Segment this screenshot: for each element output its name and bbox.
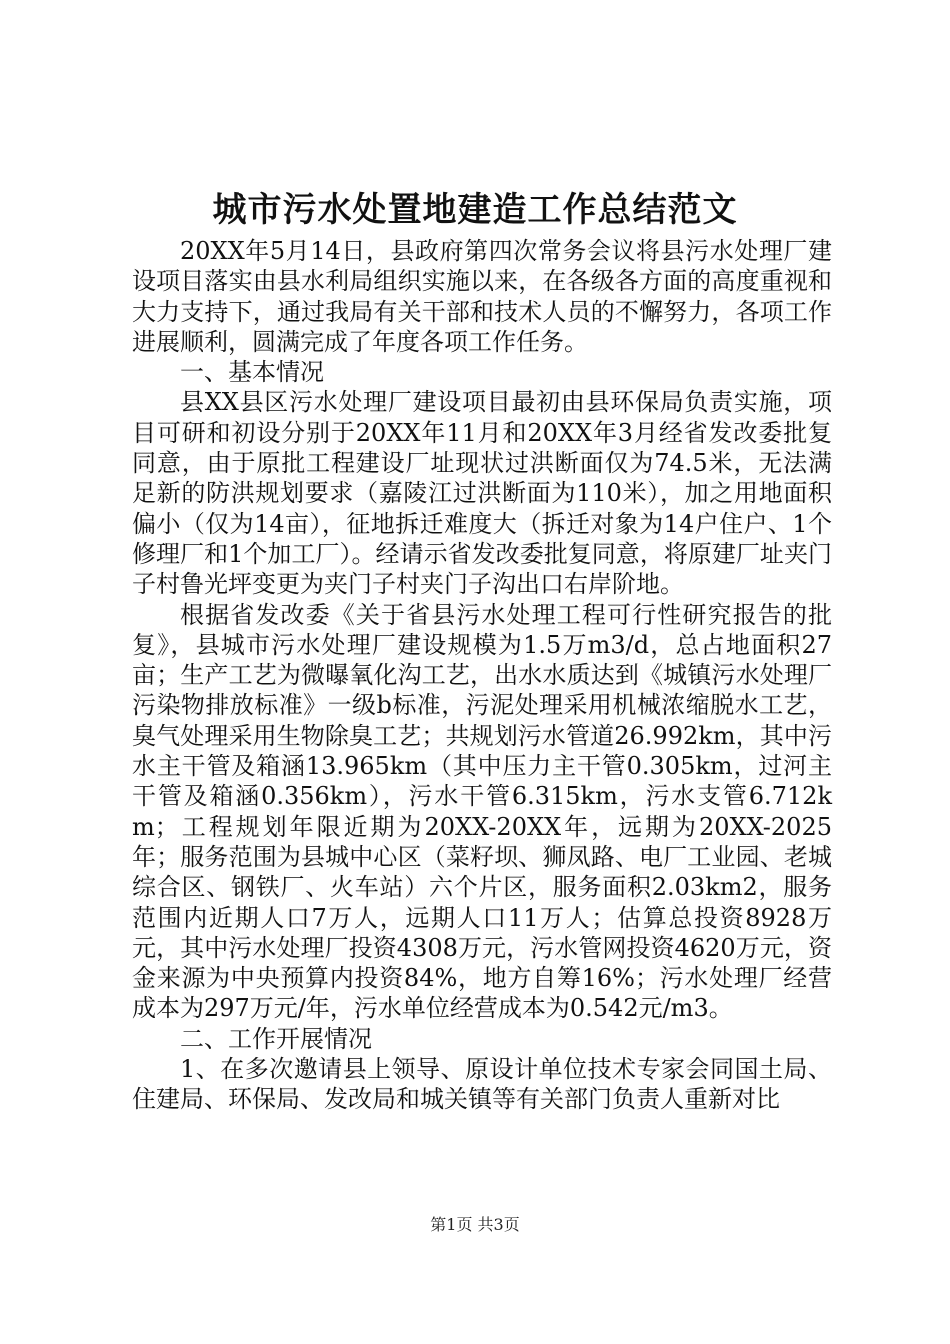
paragraph-approval-details: 根据省发改委《关于省县污水处理工程可行性研究报告的批复》，县城市污水处理厂建设规模为1.5万m3/d，总占地面积27亩；生产工艺为微曝氧化沟工艺，出水水质达到《城镇污水处理厂污染物排放标准》一级b标准，污泥处理采用机械浓缩脱水工艺，臭气处理采用生物除臭工艺；共规划污水管道26.992km，其中污水主干管及箱涵13.965km（其中压力主干管0.305km，过河主干管及箱涵0.356km），污水干管6.315km，污水支管6.712km；工程规划年限近期为20XX-20XX年，远期为20XX-2025年；服务范围为县城中心区（菜籽坝、狮凤路、电厂工业园、老城综合区、钢铁厂、火车站）六个片区，服务面积2.03km2，服务范围内近期人口7万人，远期人口11万人；估算总投资8928万元，其中污水处理厂投资4308万元，污水管网投资4620万元，资金来源为中央预算内投资84%，地方自筹16%；污水处理厂经营成本为297万元/年，污水单位经营成本为0.542元/m3。 [132, 600, 832, 1023]
section-heading-basic-situation: 一、基本情况 [180, 358, 324, 387]
page-footer: 第1页 共3页 [430, 1215, 520, 1234]
document-body [132, 236, 832, 1115]
paragraph-work-progress-1: 1、在多次邀请县上领导、原设计单位技术专家会同国土局、住建局、环保局、发改局和城关镇等有关部门负责人重新对比 [132, 1055, 832, 1114]
document-title: 城市污水处置地建造工作总结范文 [212, 190, 738, 230]
section-heading-work-progress: 二、工作开展情况 [180, 1024, 372, 1053]
paragraph-intro: 20XX年5月14日，县政府第四次常务会议将县污水处理厂建设项目落实由县水利局组织实施以来，在各级各方面的高度重视和大力支持下，通过我局有关干部和技术人员的不懈努力，各项工作进展顺利，圆满完成了年度各项工作任务。 [132, 237, 832, 356]
paragraph-basic-situation: 县XX县区污水处理厂建设项目最初由县环保局负责实施，项目可研和初设分别于20XX年11月和20XX年3月经省发改委批复同意，由于原批工程建设厂址现状过洪断面仅为74.5米，无法满足新的防洪规划要求（嘉陵江过洪断面为110米），加之用地面积偏小（仅为14亩），征地拆迁难度大（拆迁对象为14户住户、1个修理厂和1个加工厂）。经请示省发改委批复同意，将原建厂址夹门子村鲁光坪变更为夹门子村夹门子沟出口右岸阶地。 [132, 388, 832, 599]
